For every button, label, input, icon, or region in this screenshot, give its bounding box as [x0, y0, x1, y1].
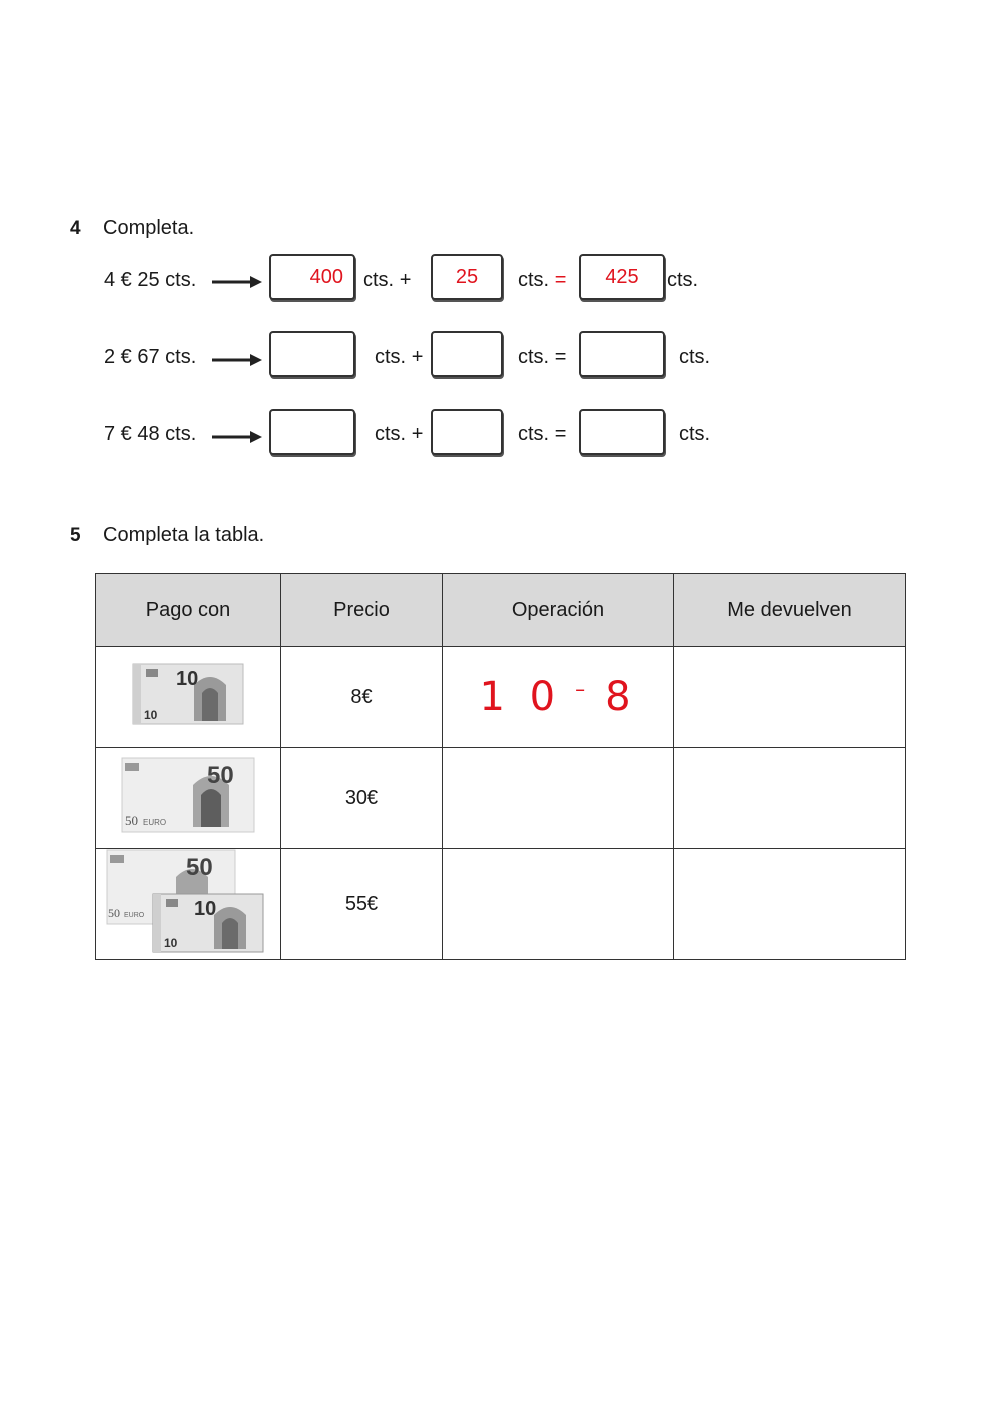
- table-row: [96, 647, 906, 748]
- change-cell[interactable]: [674, 849, 906, 960]
- operation-cell[interactable]: [443, 647, 674, 748]
- price-cell: 55€: [281, 849, 443, 960]
- plus-sign: +: [399, 269, 412, 291]
- note-value-label: 10: [144, 708, 158, 722]
- table-header-row: [96, 574, 906, 647]
- amount-label: 4 € 25 cts.: [104, 269, 197, 291]
- header-cell: Me devuelven: [674, 574, 906, 647]
- arrow-right-icon: [212, 429, 262, 445]
- arrow-right-icon: [212, 352, 262, 368]
- table-row: [96, 849, 906, 960]
- unit-label: cts.: [363, 269, 395, 291]
- amount-label: 7 € 48 cts.: [104, 423, 197, 445]
- note-value-label: 10: [194, 898, 217, 920]
- note-value-label: 50: [186, 854, 213, 881]
- unit-label: cts.: [679, 423, 711, 445]
- change-cell[interactable]: [674, 748, 906, 849]
- change-table: [95, 573, 906, 960]
- euros-in-cents-box[interactable]: [269, 409, 355, 455]
- unit-label: cts.: [518, 269, 550, 291]
- note-currency-label: EURO: [143, 818, 167, 827]
- note-value-label: 50: [207, 762, 234, 789]
- price-cell: 8€: [281, 647, 443, 748]
- header-cell: Operación: [443, 574, 674, 647]
- note-value-label: 10: [164, 936, 178, 950]
- note-value-label: 10: [176, 668, 199, 690]
- operation-operand: 1 0: [479, 674, 562, 720]
- operation-operand: 8: [605, 674, 637, 720]
- operation-cell[interactable]: [443, 748, 674, 849]
- fifty-euro-note-icon: [121, 757, 255, 833]
- exercise-4-number: 4: [70, 218, 81, 239]
- note-value-label: 50: [125, 813, 138, 828]
- fifty-and-ten-euro-notes-icon: [106, 849, 270, 953]
- unit-label: cts.: [518, 423, 550, 445]
- euros-in-cents-box[interactable]: [269, 331, 355, 377]
- price-cell: 30€: [281, 748, 443, 849]
- cents-box[interactable]: [431, 331, 503, 377]
- plus-sign: +: [411, 423, 424, 445]
- change-cell[interactable]: [674, 647, 906, 748]
- equals-sign: =: [554, 423, 567, 445]
- amount-label: 2 € 67 cts.: [104, 346, 197, 368]
- cents-box[interactable]: 25: [431, 254, 503, 300]
- header-cell: Pago con: [96, 574, 281, 647]
- exercise-4-instruction: Completa.: [103, 217, 195, 239]
- exercise-5-instruction: Completa la tabla.: [103, 524, 265, 546]
- ten-euro-note-icon: [153, 894, 263, 952]
- cents-box[interactable]: [431, 409, 503, 455]
- operation-cell[interactable]: [443, 849, 674, 960]
- ten-euro-note-icon: [132, 663, 244, 725]
- unit-label: cts.: [375, 423, 407, 445]
- header-cell: Precio: [281, 574, 443, 647]
- total-cents-box[interactable]: [579, 409, 665, 455]
- unit-label: cts.: [375, 346, 407, 368]
- minus-sign: –: [575, 677, 592, 701]
- table-row: [96, 748, 906, 849]
- note-value-label: 50: [108, 906, 120, 920]
- arrow-right-icon: [212, 274, 262, 290]
- unit-label: cts.: [667, 269, 699, 291]
- euros-in-cents-box[interactable]: 400: [269, 254, 355, 300]
- exercise-5-number: 5: [70, 525, 81, 546]
- plus-sign: +: [411, 346, 424, 368]
- total-cents-box[interactable]: 425: [579, 254, 665, 300]
- note-currency-label: EURO: [124, 912, 145, 919]
- equals-sign: =: [554, 346, 567, 368]
- payment-cell: [96, 748, 281, 849]
- unit-label: cts.: [518, 346, 550, 368]
- payment-cell: [96, 647, 281, 748]
- equals-sign: =: [554, 269, 567, 291]
- payment-cell: [96, 849, 281, 960]
- unit-label: cts.: [679, 346, 711, 368]
- total-cents-box[interactable]: [579, 331, 665, 377]
